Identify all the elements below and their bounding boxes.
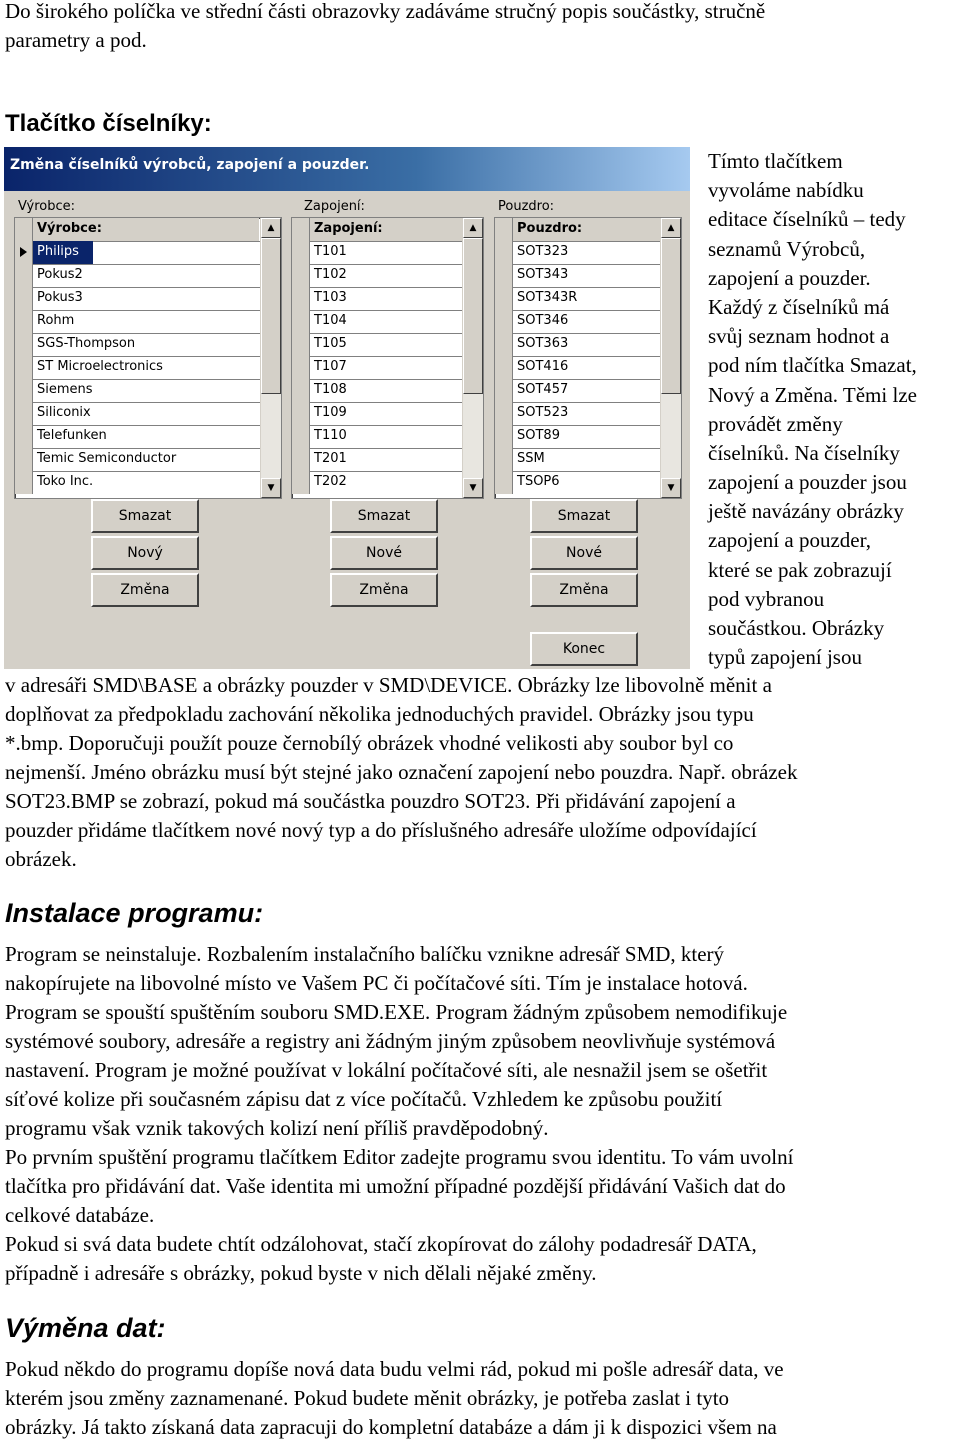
list-item[interactable]: T109 <box>292 402 483 426</box>
delete-zapojeni-button[interactable]: Smazat <box>330 499 438 533</box>
continuation-paragraph <box>5 671 797 874</box>
list-item[interactable]: T201 <box>292 448 483 472</box>
text-line: zapojení a pouzder jsou <box>708 470 907 495</box>
text-line: zapojení a pouzder. <box>708 265 871 290</box>
group-label-pouzdro: Pouzdro: <box>498 199 555 214</box>
text-line: programu však vznik takových kolizí není příliš pravděpodobný. <box>5 1116 549 1140</box>
scroll-up-icon[interactable]: ▲ <box>661 218 681 238</box>
list-item[interactable]: SOT457 <box>495 379 681 403</box>
list-item[interactable]: Philips <box>15 241 281 265</box>
row-pointer-icon <box>20 247 27 257</box>
list-vyrobce <box>14 217 282 499</box>
intro-paragraph <box>5 0 765 55</box>
list-item[interactable]: Siliconix <box>15 402 281 426</box>
list-item[interactable]: SSM <box>495 448 681 472</box>
list-item[interactable]: SOT523 <box>495 402 681 426</box>
list-item[interactable]: T104 <box>292 310 483 334</box>
text-line: součástkou. Obrázky <box>708 616 885 640</box>
list-item[interactable]: SOT89 <box>495 425 681 449</box>
scroll-up-icon[interactable]: ▲ <box>261 218 281 238</box>
text-line: systémové soubory, adresáře a registry ani žádným jiným způsobem neovlivňuje systémová <box>5 1029 776 1053</box>
list-item[interactable]: Siemens <box>15 379 281 403</box>
list-item[interactable]: T107 <box>292 356 483 380</box>
text-line: Pokud si svá data budete chtít odzálohovat, stačí zkopírovat do zálohy podadresář DATA, <box>5 1232 757 1256</box>
edit-pouzdro-button[interactable]: Změna <box>530 573 638 607</box>
text-line: pod vybranou <box>708 586 825 611</box>
text-line: SOT23.BMP se zobrazí, pokud má součástka pouzdro SOT23. Při přidávání zapojení a <box>5 789 736 813</box>
edit-vyrobce-button[interactable]: Změna <box>91 573 199 607</box>
scroll-down-icon[interactable]: ▼ <box>261 478 281 498</box>
list-item[interactable]: T202 <box>292 471 483 494</box>
list-item[interactable]: T108 <box>292 379 483 403</box>
new-pouzdro-button[interactable]: Nové <box>530 536 638 570</box>
list-item[interactable]: TSOP6 <box>495 471 681 494</box>
text-line: svůj seznam hodnot a <box>708 324 890 349</box>
list-item[interactable]: Pokus2 <box>15 264 281 288</box>
list-item[interactable]: T103 <box>292 287 483 311</box>
scrollbar[interactable] <box>660 218 681 498</box>
list-item[interactable]: SOT343 <box>495 264 681 288</box>
text-line: Pokud někdo do programu dopíše nová data budu velmi rád, pokud mi pošle adresář data, ve <box>5 1357 784 1381</box>
text-line: obrázky. Já takto získaná data zapracuji do kompletní databáze a dám ji k dispozici všem na <box>5 1415 777 1439</box>
text-line: nejmenší. Jméno obrázku musí být stejné jako označení zapojení nebo pouzdra. Např. obrázek <box>5 760 798 784</box>
text-line: parametry a pod. <box>5 28 147 52</box>
scroll-down-icon[interactable]: ▼ <box>463 478 483 498</box>
scroll-thumb[interactable] <box>463 238 483 394</box>
list-item[interactable]: Temic Semiconductor <box>15 448 281 472</box>
text-line: síťové kolize při současném zápisu dat z více počítačů. Vzhledem ke způsobu použití <box>5 1087 723 1111</box>
list-header: Zapojení: <box>292 218 483 242</box>
text-line: typů zapojení jsou <box>708 645 862 670</box>
text-line: vyvoláme nabídku <box>708 178 864 203</box>
dialog-ciselniky <box>4 147 690 669</box>
text-line: Do širokého políčka ve střední části obrazovky zadáváme stručný popis součástky, stručně <box>5 0 766 23</box>
text-line: případně i adresáře s obrázky, pokud byste v nich dělali nějaké změny. <box>5 1261 597 1285</box>
list-header: Výrobce: <box>15 218 281 242</box>
heading-instalace: Instalace programu: <box>5 898 264 928</box>
scroll-thumb[interactable] <box>661 238 681 394</box>
text-line: editace číselníků – tedy <box>708 207 906 232</box>
list-item[interactable]: SOT363 <box>495 333 681 357</box>
list-item[interactable]: Pokus3 <box>15 287 281 311</box>
text-line: kterém jsou změny zaznamenané. Pokud budete měnit obrázky, je potřeba zaslat i tyto <box>5 1386 730 1410</box>
dialog-title-bar <box>4 147 690 191</box>
list-item[interactable]: Rohm <box>15 310 281 334</box>
text-line: ještě navázány obrázky <box>708 499 904 524</box>
close-button[interactable]: Konec <box>530 632 638 666</box>
text-line: Program se neinstaluje. Rozbalením instalačního balíčku vznikne adresář SMD, který <box>5 942 725 966</box>
text-line: zapojení a pouzder, <box>708 528 871 553</box>
list-item[interactable]: T102 <box>292 264 483 288</box>
heading-ciselniky: Tlačítko číselníky: <box>5 110 212 137</box>
side-paragraph <box>708 147 960 672</box>
list-item[interactable]: T101 <box>292 241 483 265</box>
text-line: číselníků. Na číselníky <box>708 440 900 465</box>
group-label-vyrobce: Výrobce: <box>18 199 76 214</box>
text-line: v adresáři SMD\BASE a obrázky pouzder v SMD\DEVICE. Obrázky lze libovolně měnit a <box>5 673 772 697</box>
text-line: provádět změny <box>708 411 843 436</box>
list-zapojeni <box>291 217 484 499</box>
dialog-title: Změna číselníků výrobců, zapojení a pouzder. <box>10 157 370 173</box>
text-line: tlačítka pro přidávání dat. Vaše identita mi umožní případné pozdější přidávání Vašich dat do <box>5 1174 786 1198</box>
list-item[interactable]: Toko Inc. <box>15 471 281 494</box>
list-item[interactable]: ST Microelectronics <box>15 356 281 380</box>
text-line: Po prvním spuštění programu tlačítkem Editor zadejte programu svou identitu. To vám uvolní <box>5 1145 794 1169</box>
scroll-up-icon[interactable]: ▲ <box>463 218 483 238</box>
delete-vyrobce-button[interactable]: Smazat <box>91 499 199 533</box>
text-line: Každý z číselníků má <box>708 294 890 319</box>
text-line: Program se spouští spuštěním souboru SMD.EXE. Program žádným způsobem nemodifikuje <box>5 1000 788 1024</box>
list-pouzdro <box>494 217 682 499</box>
text-line: pod ním tlačítka Smazat, <box>708 353 917 378</box>
heading-vymena: Výměna dat: <box>5 1313 166 1343</box>
text-line: Nový a Změna. Těmi lze <box>708 382 917 407</box>
text-line: obrázek. <box>5 847 77 871</box>
edit-zapojeni-button[interactable]: Změna <box>330 573 438 607</box>
text-line: seznamů Výrobců, <box>708 236 866 261</box>
vymena-paragraph <box>5 1355 784 1442</box>
list-item[interactable]: T110 <box>292 425 483 449</box>
text-line: Tímto tlačítkem <box>708 149 843 173</box>
list-item[interactable]: SOT323 <box>495 241 681 265</box>
new-zapojeni-button[interactable]: Nové <box>330 536 438 570</box>
group-label-zapojeni: Zapojení: <box>304 199 365 214</box>
text-line: které se pak zobrazují <box>708 557 892 582</box>
text-line: *.bmp. Doporučuji použít pouze černobílý obrázek vhodné velikosti aby soubor byl co <box>5 731 734 755</box>
list-item[interactable]: T105 <box>292 333 483 357</box>
text-line: doplňovat za předpokladu zachování několika jednoduchých pravidel. Obrázky jsou typu <box>5 702 754 726</box>
new-vyrobce-button[interactable]: Nový <box>91 536 199 570</box>
text-line: nastavení. Program je možné používat v lokální počítačové síti, ale nesnažil jsem se ošetřit <box>5 1058 768 1082</box>
scrollbar[interactable] <box>462 218 483 498</box>
delete-pouzdro-button[interactable]: Smazat <box>530 499 638 533</box>
list-item[interactable]: SOT346 <box>495 310 681 334</box>
list-item[interactable]: SOT416 <box>495 356 681 380</box>
text-line: celkové databáze. <box>5 1203 155 1227</box>
scroll-down-icon[interactable]: ▼ <box>661 478 681 498</box>
scroll-thumb[interactable] <box>261 238 281 394</box>
list-item[interactable]: SOT343R <box>495 287 681 311</box>
list-item[interactable]: SGS-Thompson <box>15 333 281 357</box>
text-line: pouzder přidáme tlačítkem nové nový typ a do příslušného adresáře uložíme odpovídající <box>5 818 757 842</box>
text-line: nakopírujete na libovolné místo ve Vašem PC či počítačové síti. Tím je instalace hotová. <box>5 971 748 995</box>
list-item[interactable]: Telefunken <box>15 425 281 449</box>
scrollbar[interactable] <box>260 218 281 498</box>
instalace-paragraph <box>5 940 793 1288</box>
list-header: Pouzdro: <box>495 218 681 242</box>
